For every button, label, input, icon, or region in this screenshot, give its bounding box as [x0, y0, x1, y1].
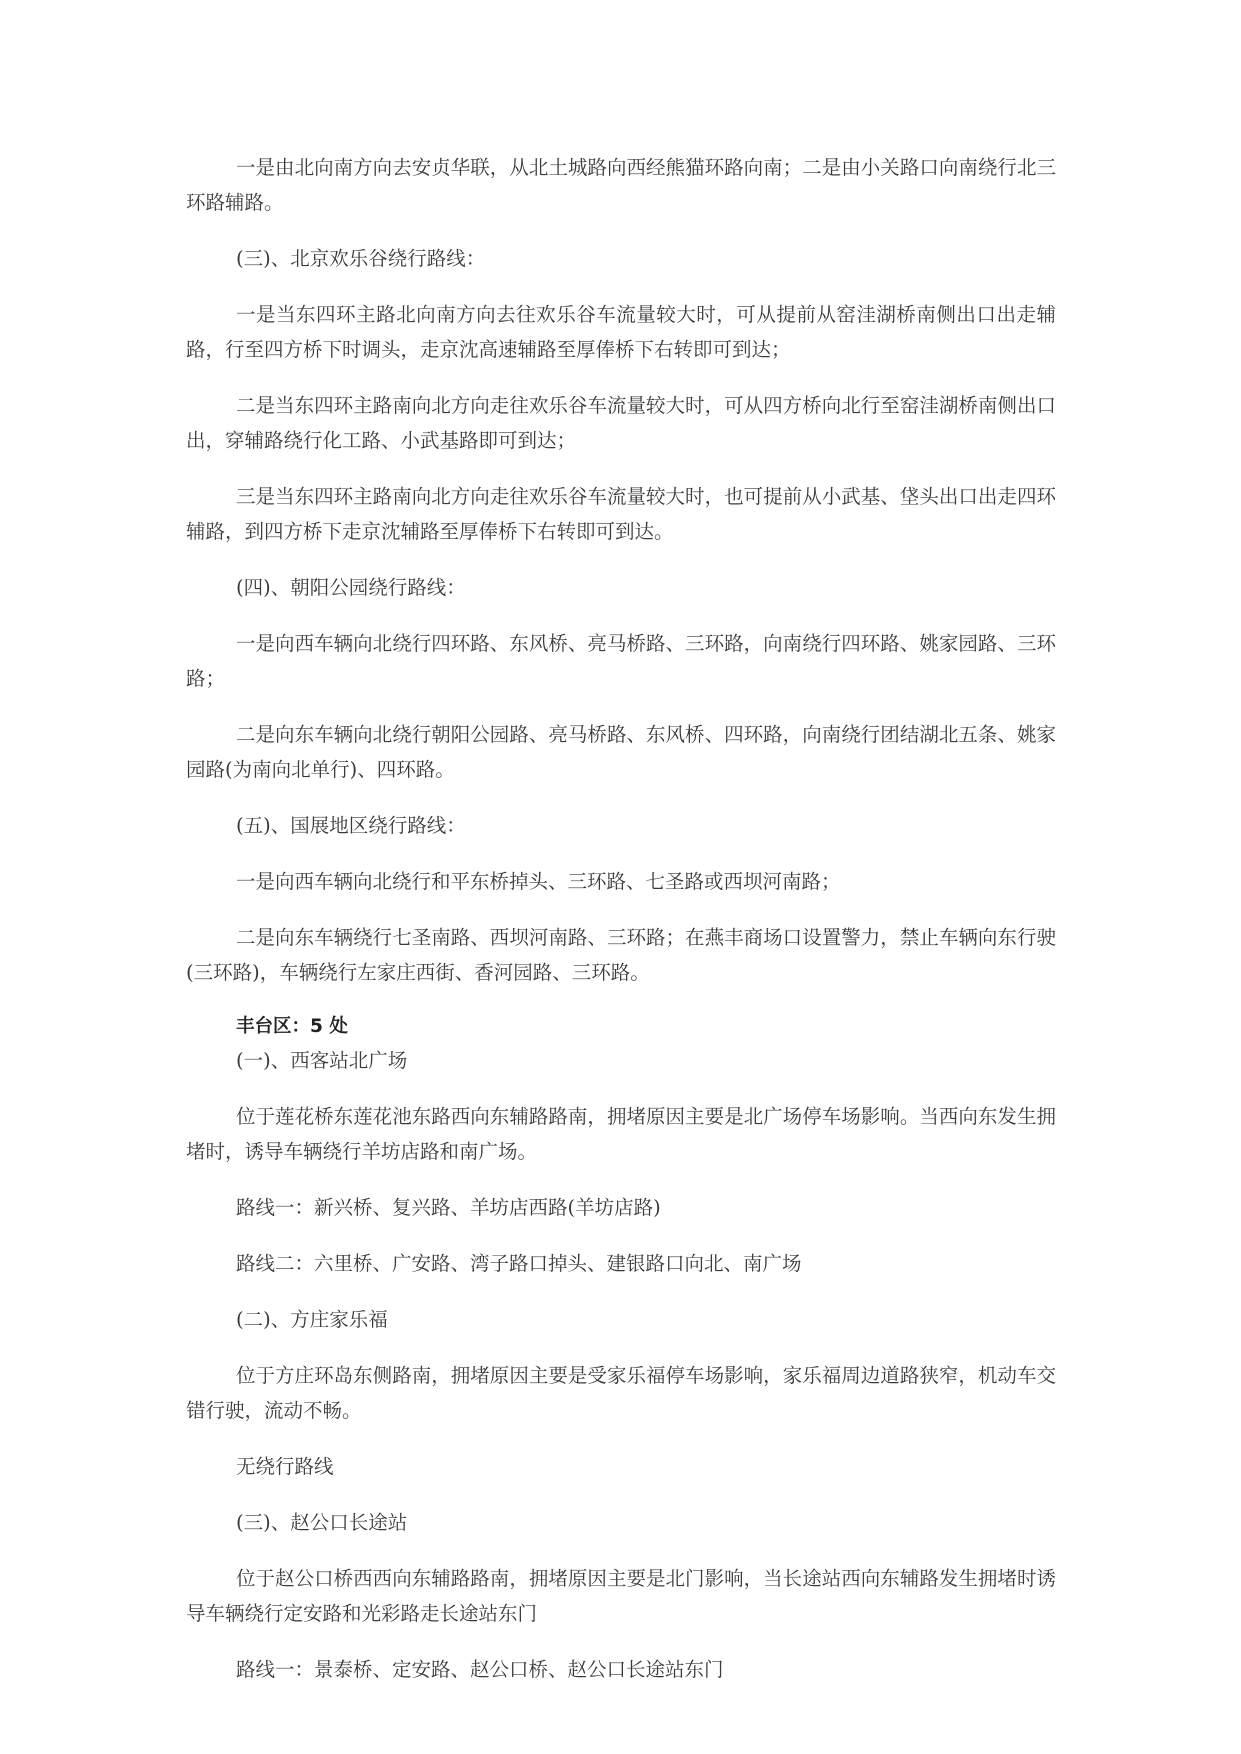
paragraph: 二是向东车辆向北绕行朝阳公园路、亮马桥路、东风桥、四环路，向南绕行团结湖北五条、姚家园路(为南向北单行)、四环路。: [186, 723, 1056, 781]
subsection-heading: (三)、北京欢乐谷绕行路线：: [236, 247, 486, 270]
route-line: 路线二：六里桥、广安路、湾子路口掉头、建银路口向北、南广场: [236, 1252, 802, 1275]
route-line: 路线一：新兴桥、复兴路、羊坊店西路(羊坊店路): [236, 1196, 661, 1219]
paragraph: 位于赵公口桥西西向东辅路路南，拥堵原因主要是北门影响，当长途站西向东辅路发生拥堵时诱导车辆绕行定安路和光彩路走长途站东门: [186, 1567, 1056, 1625]
section-title: 丰台区：5 处: [236, 1016, 348, 1037]
subsection-heading: (四)、朝阳公园绕行路线：: [236, 576, 466, 599]
route-line: 路线一：景泰桥、定安路、赵公口桥、赵公口长途站东门: [236, 1658, 724, 1681]
paragraph: 二是向东车辆绕行七圣南路、西坝河南路、三环路；在燕丰商场口设置警力，禁止车辆向东行驶(三环路)，车辆绕行左家庄西街、香河园路、三环路。: [186, 926, 1056, 984]
subsection-heading: (一)、西客站北广场: [236, 1049, 408, 1072]
note-line: 无绕行路线: [236, 1455, 334, 1478]
paragraph: 一是当东四环主路北向南方向去往欢乐谷车流量较大时，可从提前从窑洼湖桥南侧出口出走辅路，行至四方桥下时调头，走京沈高速辅路至厚俸桥下右转即可到达；: [186, 303, 1056, 361]
paragraph: 位于方庄环岛东侧路南，拥堵原因主要是受家乐福停车场影响，家乐福周边道路狭窄，机动车交错行驶，流动不畅。: [186, 1364, 1056, 1422]
paragraph: 一是向西车辆向北绕行四环路、东风桥、亮马桥路、三环路，向南绕行四环路、姚家园路、三环路；: [186, 632, 1056, 690]
subsection-heading: (三)、赵公口长途站: [236, 1511, 408, 1534]
paragraph: 一是向西车辆向北绕行和平东桥掉头、三环路、七圣路或西坝河南路；: [236, 870, 841, 893]
paragraph: 一是由北向南方向去安贞华联，从北土城路向西经熊猫环路向南；二是由小关路口向南绕行北三环路辅路。: [186, 156, 1056, 214]
paragraph: 二是当东四环主路南向北方向走往欢乐谷车流量较大时，可从四方桥向北行至窑洼湖桥南侧出口出，穿辅路绕行化工路、小武基路即可到达；: [186, 394, 1056, 452]
subsection-heading: (二)、方庄家乐福: [236, 1308, 388, 1331]
paragraph: 位于莲花桥东莲花池东路西向东辅路路南，拥堵原因主要是北广场停车场影响。当西向东发生拥堵时，诱导车辆绕行羊坊店路和南广场。: [186, 1105, 1056, 1163]
subsection-heading: (五)、国展地区绕行路线：: [236, 814, 466, 837]
document-body: [186, 150, 1056, 1708]
paragraph: 三是当东四环主路南向北方向走往欢乐谷车流量较大时，也可提前从小武基、垡头出口出走四环辅路，到四方桥下走京沈辅路至厚俸桥下右转即可到达。: [186, 485, 1056, 543]
